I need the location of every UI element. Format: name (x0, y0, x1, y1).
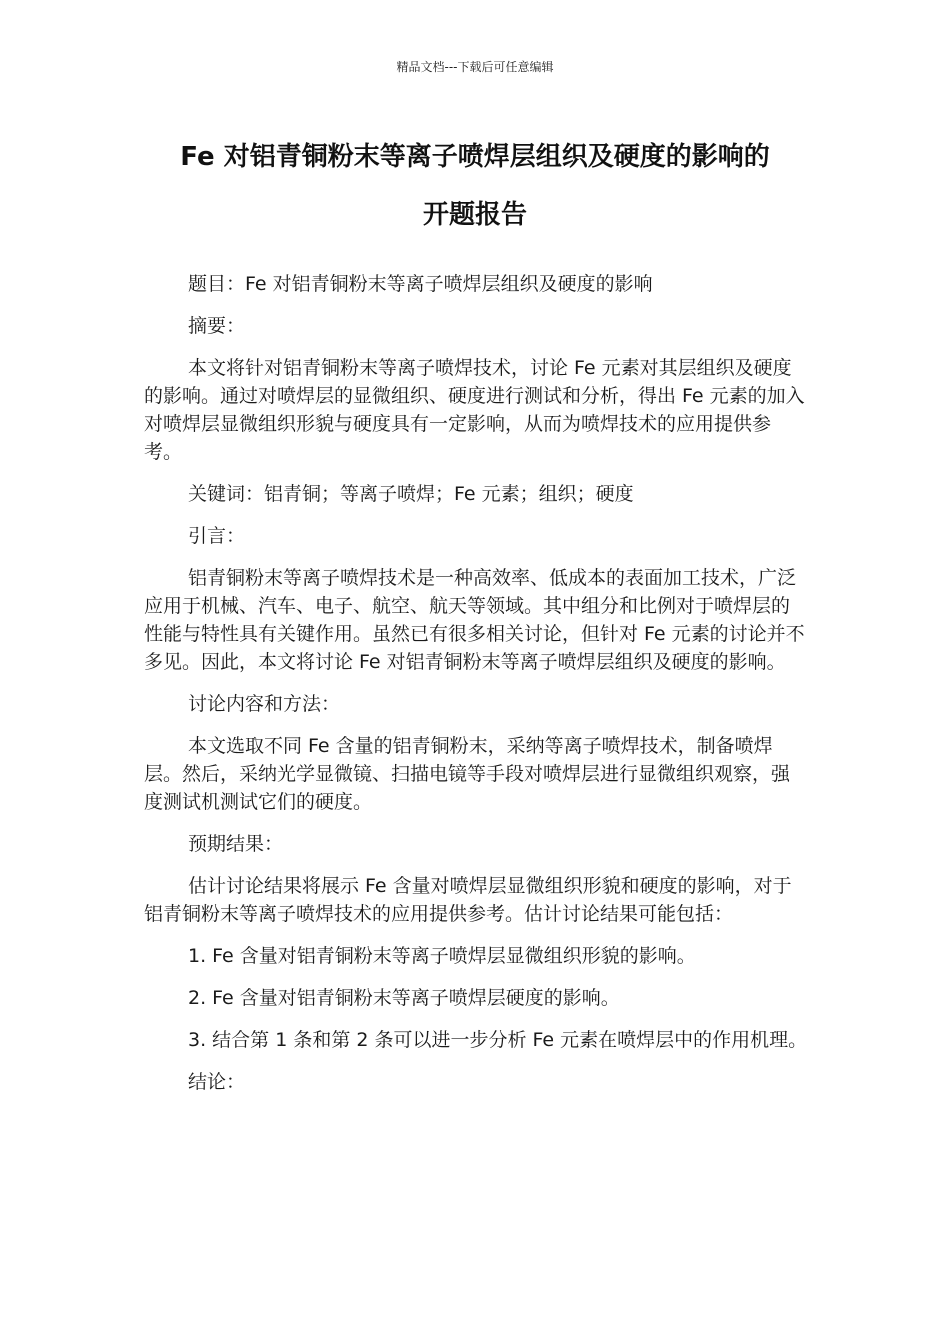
title-line-1: Fe 对铝青铜粉末等离子喷焊层组织及硬度的影响的 (180, 142, 770, 172)
abstract-heading: 摘要： (188, 315, 246, 337)
expected-results-paragraph: 估计讨论结果将展示 Fe 含量对喷焊层显微组织形貌和硬度的影响，对于铝青铜粉末等离子喷焊技术的应用提供参考。估计讨论结果可能包括： (144, 875, 792, 925)
result-item-1: 1. Fe 含量对铝青铜粉末等离子喷焊层显微组织形貌的影响。 (188, 945, 696, 967)
methods-paragraph: 本文选取不同 Fe 含量的铝青铜粉末，采纳等离子喷焊技术，制备喷焊层。然后，采纳光学显微镜、扫描电镜等手段对喷焊层进行显微组织观察，强度测试机测试它们的硬度。 (144, 735, 791, 813)
result-item-3: 3. 结合第 1 条和第 2 条可以进一步分析 Fe 元素在喷焊层中的作用机理。 (188, 1029, 808, 1051)
title-line-2: 开题报告 (422, 200, 527, 230)
introduction-heading: 引言： (188, 525, 246, 547)
abstract-paragraph: 本文将针对铝青铜粉末等离子喷焊技术，讨论 Fe 元素对其层组织及硬度的影响。通过对喷焊层的显微组织、硬度进行测试和分析，得出 Fe 元素的加入对喷焊层显微组织形貌与硬度具有一定影响，从而为喷焊技术的应用提供参考。 (144, 357, 805, 463)
methods-heading: 讨论内容和方法： (188, 693, 341, 715)
introduction-paragraph: 铝青铜粉末等离子喷焊技术是一种高效率、低成本的表面加工技术，广泛应用于机械、汽车、电子、航空、航天等领域。其中组分和比例对于喷焊层的性能与特性具有关键作用。虽然已有很多相关讨论，但针对 Fe 元素的讨论并不多见。因此，本文将讨论 Fe 对铝青铜粉末等离子喷焊层组织及硬度的影响。 (144, 567, 805, 673)
header-note: 精品文档---下载后可任意编辑 (396, 60, 554, 74)
result-item-2: 2. Fe 含量对铝青铜粉末等离子喷焊层硬度的影响。 (188, 987, 620, 1009)
subject-line: 题目：Fe 对铝青铜粉末等离子喷焊层组织及硬度的影响 (188, 273, 653, 295)
conclusion-heading: 结论： (188, 1071, 246, 1093)
expected-results-heading: 预期结果： (188, 833, 284, 855)
document-body (144, 270, 808, 1110)
document-title (120, 128, 830, 244)
keywords-line: 关键词：铝青铜；等离子喷焊；Fe 元素；组织；硬度 (188, 483, 634, 505)
